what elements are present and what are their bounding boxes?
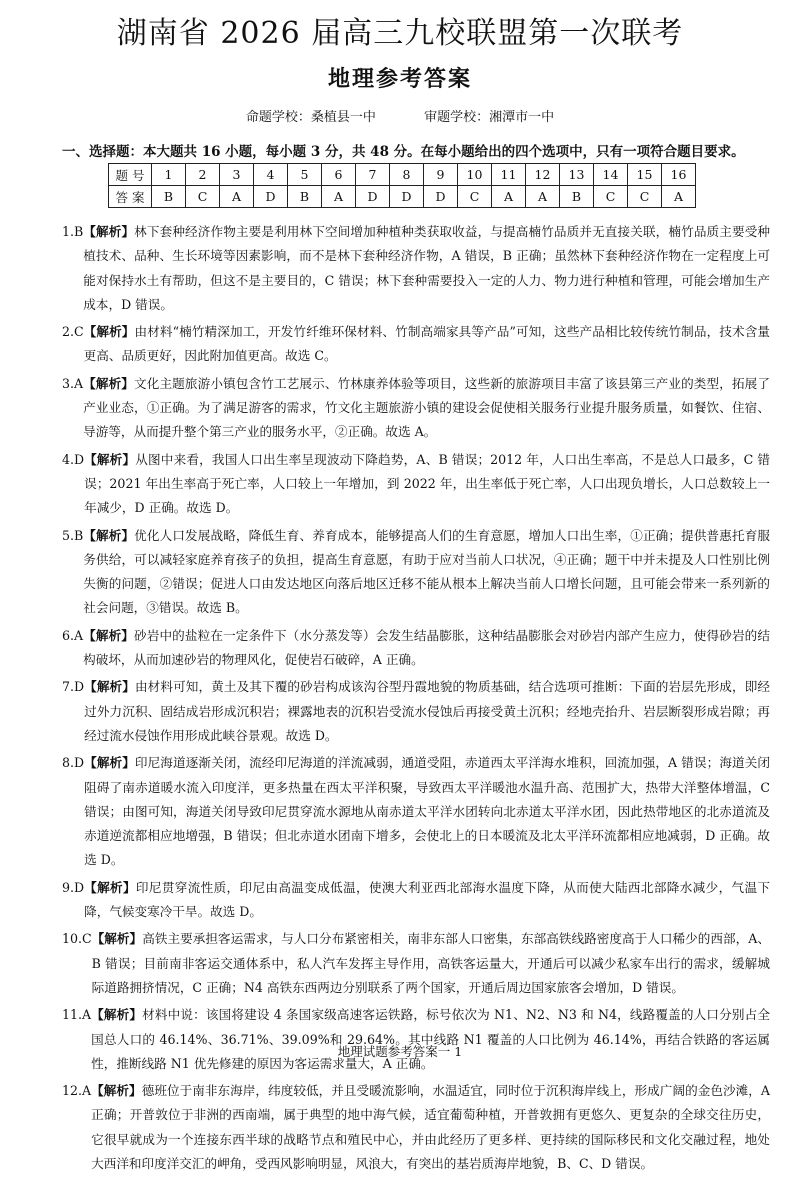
item-text: 材料中说：该国将建设 4 条国家级高速客运铁路，标号依次为 N1、N2、N3 和 N4，线路覆盖的人口分别占全国总人口的 46.14%、36.71%、39.09%和 29.64%。其中线路 N1 覆盖的人口比例为 46.14%，再结合铁路的客运属性，推断线路 N1 优先修建的原因为客运需求量大，A 正确。: [91, 1007, 770, 1071]
item-body: [84, 675, 770, 748]
item-body: [83, 624, 770, 673]
analysis-tag: 【解析】: [84, 679, 135, 695]
item-body: [91, 1003, 770, 1076]
explanation-item: [62, 624, 770, 673]
answer-table-number-row: [109, 164, 696, 186]
analysis-tag: 【解析】: [83, 627, 135, 643]
question-number-cell: 2: [186, 164, 220, 186]
analysis-tag: 【解析】: [83, 375, 135, 391]
answer-cell: C: [628, 186, 662, 208]
explanation-item: [62, 1003, 770, 1076]
explanation-item: [62, 751, 770, 872]
proposer-school: 命题学校：桑植县一中: [245, 110, 376, 125]
exam-title: 湖南省 2026 届高三九校联盟第一次联考: [116, 16, 684, 51]
answer-cell: A: [492, 186, 526, 208]
analysis-tag: 【解析】: [84, 451, 136, 467]
answer-cell: D: [390, 186, 424, 208]
explanation-item: [62, 320, 770, 369]
analysis-tag: 【解析】: [91, 931, 143, 947]
answer-cell: B: [560, 186, 594, 208]
analysis-tag: 【解析】: [91, 1083, 142, 1099]
question-number-cell: 4: [254, 164, 288, 186]
item-text: 德班位于南非东海岸，纬度较低，并且受暖流影响，水温适宜，同时位于沉积海岸线上，形成广阔的金色沙滩，A 正确；开普敦位于非洲的西南端，属于典型的地中海气候，适宜葡萄种植，开普敦拥有更悠久、更复杂的全球交往历史，它很早就成为一个连接东西半球的战略节点和殖民中心，并由此经历了更多样、更持续的国际移民和文化交融过程，地处大西洋和印度洋交汇的岬角，受西风影响明显，风浪大，有突出的基岩质海岸地貌，B、C、D 错误。: [91, 1083, 770, 1171]
item-body: [91, 1079, 770, 1176]
analysis-tag: 【解析】: [91, 1007, 143, 1023]
answer-cell: A: [322, 186, 356, 208]
item-number: 3.A: [62, 375, 84, 391]
item-text: 印尼海道逐渐关闭，流经印尼海道的洋流减弱，通道受阻，赤道西太平洋海水堆积，回流加强，A 错误；海道关闭阻碍了南赤道暖水流入印度洋，更多热量在西太平洋积聚，导致西太平洋暖池水温升高、范围扩大，热带大洋整体增温，C 错误；由图可知，海道关闭导致印尼贯穿流水源地从南赤道太平洋水团转向北赤道太平洋水团，因此热带地区的北赤道流及赤道逆流都相应地增强，B 错误；但北赤道水团南下增多，会使北上的日本暖流及北太平洋环流都相应地减弱，D 正确。故选 D。: [84, 755, 770, 868]
item-text: 优化人口发展战略，降低生育、养育成本，能够提高人们的生育意愿，增加人口出生率，①正确；提供普惠托育服务供给，可以减轻家庭养育孩子的负担，提高生育意愿，有助于应对当前人口状况，④正确；题干中并未提及人口性别比例失衡的问题，②错误；促进人口由发达地区向落后地区迁移不能从根本上解决当前人口增长问题，且可能会带来一系列新的社会问题，③错误。故选 B。: [83, 527, 771, 616]
section-heading: 一、选择题：本大题共 16 小题，每小题 3 分，共 48 分。在每小题给出的四个选项中，只有一项符合题目要求。: [62, 144, 745, 160]
item-body: [83, 524, 770, 621]
question-number-cell: 1: [152, 164, 186, 186]
answer-cell: D: [356, 186, 390, 208]
item-number: 1.B: [62, 224, 84, 239]
answer-cell: B: [288, 186, 322, 208]
item-text: 砂岩中的盐粒在一定条件下（水分蒸发等）会发生结晶膨胀，这种结晶膨胀会对砂岩内部产生应力，使得砂岩的结构破坏，从而加速砂岩的物理风化，促使岩石破碎，A 正确。: [83, 627, 771, 668]
item-body: [84, 320, 770, 369]
explanation-item: [62, 876, 770, 925]
item-text: 文化主题旅游小镇包含竹工艺展示、竹林康养体验等项目，这些新的旅游项目丰富了该县第三产业的类型，拓展了产业业态，①正确。为了满足游客的需求，竹文化主题旅游小镇的建设会促使相关服务行业提升服务质量，如餐饮、住宿、导游等，从而提升整个第三产业的服务水平，②正确。故选 A。: [83, 375, 771, 440]
item-number: 5.B: [62, 527, 84, 543]
item-body: [83, 220, 770, 317]
reviewer-school: 审题学校：湘潭市一中: [424, 110, 555, 125]
item-number: 11.A: [62, 1007, 92, 1023]
item-text: 从图中来看，我国人口出生率呈现波动下降趋势，A、B 错误；2012 年，人口出生率高，不是总人口最多，C 错误；2021 年出生率高于死亡率，人口较上一年增加，到 2022 年，出生率低于死亡率，人口出现负增长，人口总数较上一年减少，D 正确。故选 D。: [84, 451, 771, 516]
answer-cell: C: [458, 186, 492, 208]
page-footer: 地理试题参考答案一 1: [337, 1044, 463, 1059]
school-info: [0, 106, 800, 125]
question-number-cell: 6: [322, 164, 356, 186]
question-number-cell: 11: [492, 164, 526, 186]
question-number-cell: 8: [390, 164, 424, 186]
analysis-tag: 【解析】: [83, 527, 135, 543]
item-number: 7.D: [62, 679, 85, 695]
item-body: [83, 372, 770, 445]
item-body: [84, 876, 770, 925]
question-number-cell: 5: [288, 164, 322, 186]
explanation-item: [62, 372, 770, 445]
document-subtitle: 地理参考答案: [327, 66, 472, 92]
explanation-item: [62, 1079, 770, 1176]
item-body: [92, 927, 770, 1000]
question-number-cell: 9: [424, 164, 458, 186]
question-number-cell: 14: [594, 164, 628, 186]
explanation-item: [62, 220, 770, 317]
answer-cell: A: [662, 186, 696, 208]
item-number: 4.D: [62, 451, 85, 467]
item-text: 由材料可知，黄土及其下覆的砂岩构成该沟谷型丹霞地貌的物质基础，结合选项可推断：下面的岩层先形成，即经过外力沉积、固结成岩形成沉积岩；裸露地表的沉积岩受流水侵蚀后再接受黄土沉积；经地壳抬升、岩层断裂形成岩隙；再经过流水侵蚀作用形成此峡谷景观。故选 D。: [84, 679, 771, 743]
answer-cell: A: [220, 186, 254, 208]
item-number: 12.A: [62, 1083, 92, 1099]
explanation-item: [62, 448, 770, 521]
item-number: 2.C: [62, 324, 84, 340]
question-number-cell: 15: [628, 164, 662, 186]
explanation-list: [62, 220, 770, 1179]
question-number-cell: 7: [356, 164, 390, 186]
answer-cell: D: [424, 186, 458, 208]
item-number: 10.C: [62, 931, 92, 947]
item-text: 由材料“楠竹精深加工，开发竹纤维环保材料、竹制高端家具等产品”可知，这些产品相比较传统竹制品，技术含量更高、品质更好，因此附加值更高。故选 C。: [83, 324, 770, 364]
question-number-cell: 10: [458, 164, 492, 186]
item-text: 印尼贯穿流性质，印尼由高温变成低温，使澳大利亚西北部海水温度下降，从而使大陆西北部降水减少，气温下降，气候变寒冷干旱。故选 D。: [84, 879, 771, 920]
analysis-tag: 【解析】: [83, 224, 135, 239]
answer-table: [108, 163, 696, 208]
question-number-cell: 12: [526, 164, 560, 186]
row-label-answer: 答 案: [109, 186, 152, 208]
row-label-number: 题 号: [109, 164, 152, 186]
analysis-tag: 【解析】: [84, 755, 135, 771]
item-number: 6.A: [62, 627, 84, 643]
item-text: 林下套种经济作物主要是利用林下空间增加种植种类获取收益，与提高楠竹品质并无直接关联，楠竹品质主要受种植技术、品种、生长环境等因素影响，而不是林下套种经济作物，A 错误，B 正确；虽然林下套种经济作物在一定程度上可能对保持水土有帮助，但这不是主要目的，C 错误；林下套种需要投入一定的人力、物力进行种植和管理，可能会增加生产成本，D 错误。: [83, 224, 771, 312]
analysis-tag: 【解析】: [84, 879, 136, 895]
explanation-item: [62, 675, 770, 748]
answer-cell: A: [526, 186, 560, 208]
answer-cell: B: [152, 186, 186, 208]
item-number: 9.D: [62, 879, 85, 895]
question-number-cell: 13: [560, 164, 594, 186]
answer-cell: D: [254, 186, 288, 208]
item-number: 8.D: [62, 755, 85, 771]
item-body: [84, 448, 770, 521]
explanation-item: [62, 524, 770, 621]
item-body: [84, 751, 770, 872]
answer-cell: C: [594, 186, 628, 208]
question-number-cell: 16: [662, 164, 696, 186]
answer-table-answer-row: [109, 186, 696, 208]
explanation-item: [62, 927, 770, 1000]
answer-cell: C: [186, 186, 220, 208]
item-text: 高铁主要承担客运需求，与人口分布紧密相关，南非东部人口密集，东部高铁线路密度高于人口稀少的西部，A、B 错误；目前南非客运交通体系中，私人汽车发挥主导作用，高铁客运量大，开通后可以减少私家车出行的需求，缓解城际道路拥挤情况，C 正确；N4 高铁东西两边分别联系了两个国家，开通后周边国家旅客会增加，D 错误。: [91, 931, 770, 995]
analysis-tag: 【解析】: [83, 324, 135, 340]
question-number-cell: 3: [220, 164, 254, 186]
